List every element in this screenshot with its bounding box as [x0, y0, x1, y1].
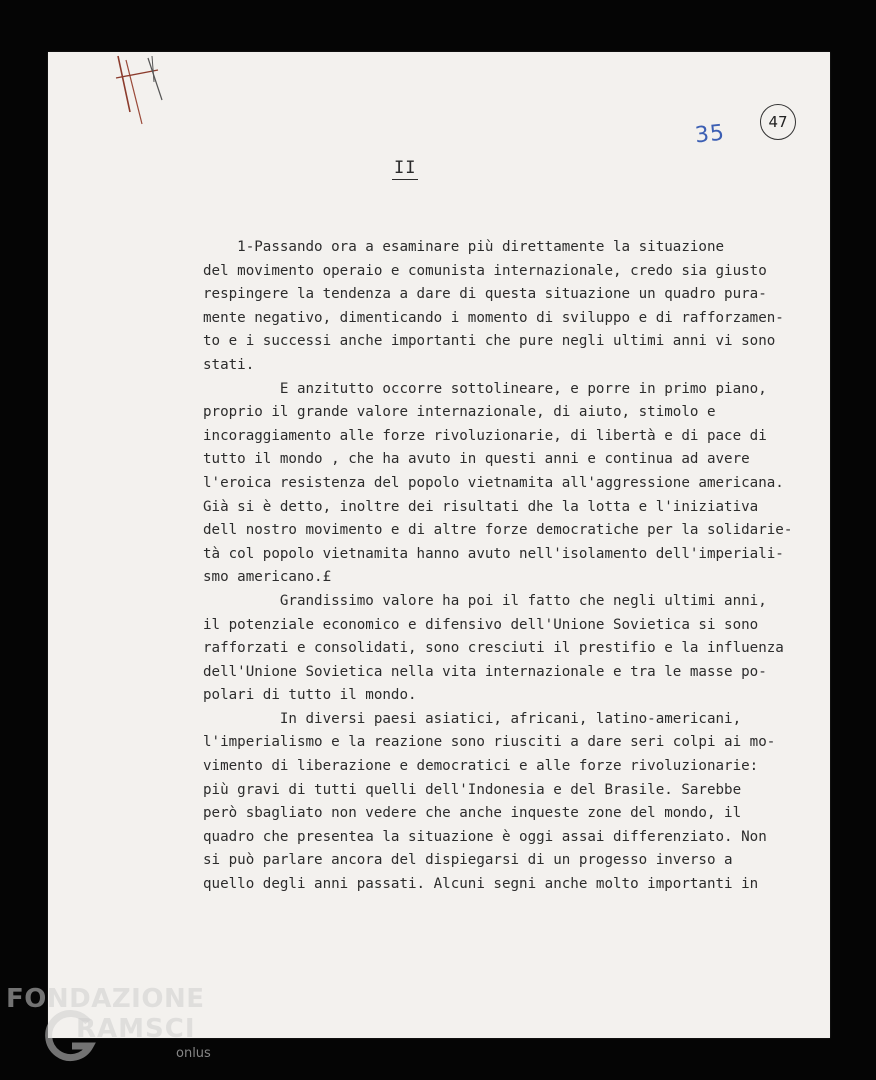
- text-line: del movimento operaio e comunista internazionale, credo sia giusto: [203, 262, 767, 279]
- text-line: In diversi paesi asiatici, africani, latino-americani,: [203, 710, 742, 727]
- text-line: il potenziale economico e difensivo dell'Unione Sovietica si sono: [203, 616, 759, 633]
- text-line: incoraggiamento alle forze rivoluzionarie, di libertà e di pace di: [203, 427, 767, 444]
- text-line: respingere la tendenza a dare di questa situazione un quadro pura-: [203, 286, 767, 303]
- text-line: però sbagliato non vedere che anche inqueste zone del mondo, il: [203, 805, 742, 822]
- text-line: tutto il mondo , che ha avuto in questi anni e continua ad avere: [203, 451, 750, 468]
- text-line: proprio il grande valore internazionale, di aiuto, stimolo e: [203, 404, 716, 421]
- text-line: quello degli anni passati. Alcuni segni anche molto importanti in: [203, 876, 759, 893]
- text-line: si può parlare ancora del dispiegarsi di un progesso inverso a: [203, 852, 733, 869]
- text-line: tà col popolo vietnamita hanno avuto nell'isolamento dell'imperiali-: [203, 545, 784, 562]
- text-line: polari di tutto il mondo.: [203, 687, 417, 704]
- blue-page-number: 35: [693, 120, 727, 149]
- text-line: mente negativo, dimenticando i momento di sviluppo e di rafforzamen-: [203, 309, 784, 326]
- text-line: E anzitutto occorre sottolineare, e porre in primo piano,: [203, 380, 767, 397]
- fondazione-gramsci-watermark: [6, 984, 246, 1074]
- text-line: stati.: [203, 356, 255, 373]
- text-line: quadro che presentea la situazione è oggi assai differenziato. Non: [203, 828, 767, 845]
- text-line: Già si è detto, inoltre dei risultati dhe la lotta e l'iniziativa: [203, 498, 759, 515]
- section-heading: II: [394, 158, 417, 178]
- text-line: to e i successi anche importanti che pure negli ultimi anni vi sono: [203, 333, 776, 350]
- text-line: smo americano.£: [203, 569, 332, 586]
- watermark-line2: RAMSCI: [76, 1014, 196, 1044]
- text-line: dell'Unione Sovietica nella vita internazionale e tra le masse po-: [203, 663, 767, 680]
- text-line: vimento di liberazione e democratici e alle forze rivoluzionarie:: [203, 758, 759, 775]
- text-line: dell nostro movimento e di altre forze democratiche per la solidarie-: [203, 522, 793, 539]
- body-text: [203, 236, 819, 897]
- text-line: Grandissimo valore ha poi il fatto che negli ultimi anni,: [203, 592, 767, 609]
- text-line: 1-Passando ora a esaminare più direttamente la situazione: [203, 239, 725, 255]
- handwritten-corner-mark: [108, 52, 168, 132]
- text-line: l'imperialismo e la reazione sono riusciti a dare seri colpi ai mo-: [203, 734, 776, 751]
- text-line: rafforzati e consolidati, sono cresciuti il prestifio e la influenza: [203, 640, 784, 657]
- text-line: l'eroica resistenza del popolo vietnamita all'aggressione americana.: [203, 474, 784, 491]
- circled-page-number: 47: [760, 104, 796, 140]
- watermark-line1: FONDAZIONE: [6, 984, 205, 1014]
- text-line: più gravi di tutti quelli dell'Indonesia e del Brasile. Sarebbe: [203, 781, 742, 798]
- watermark-onlus: onlus: [176, 1046, 211, 1061]
